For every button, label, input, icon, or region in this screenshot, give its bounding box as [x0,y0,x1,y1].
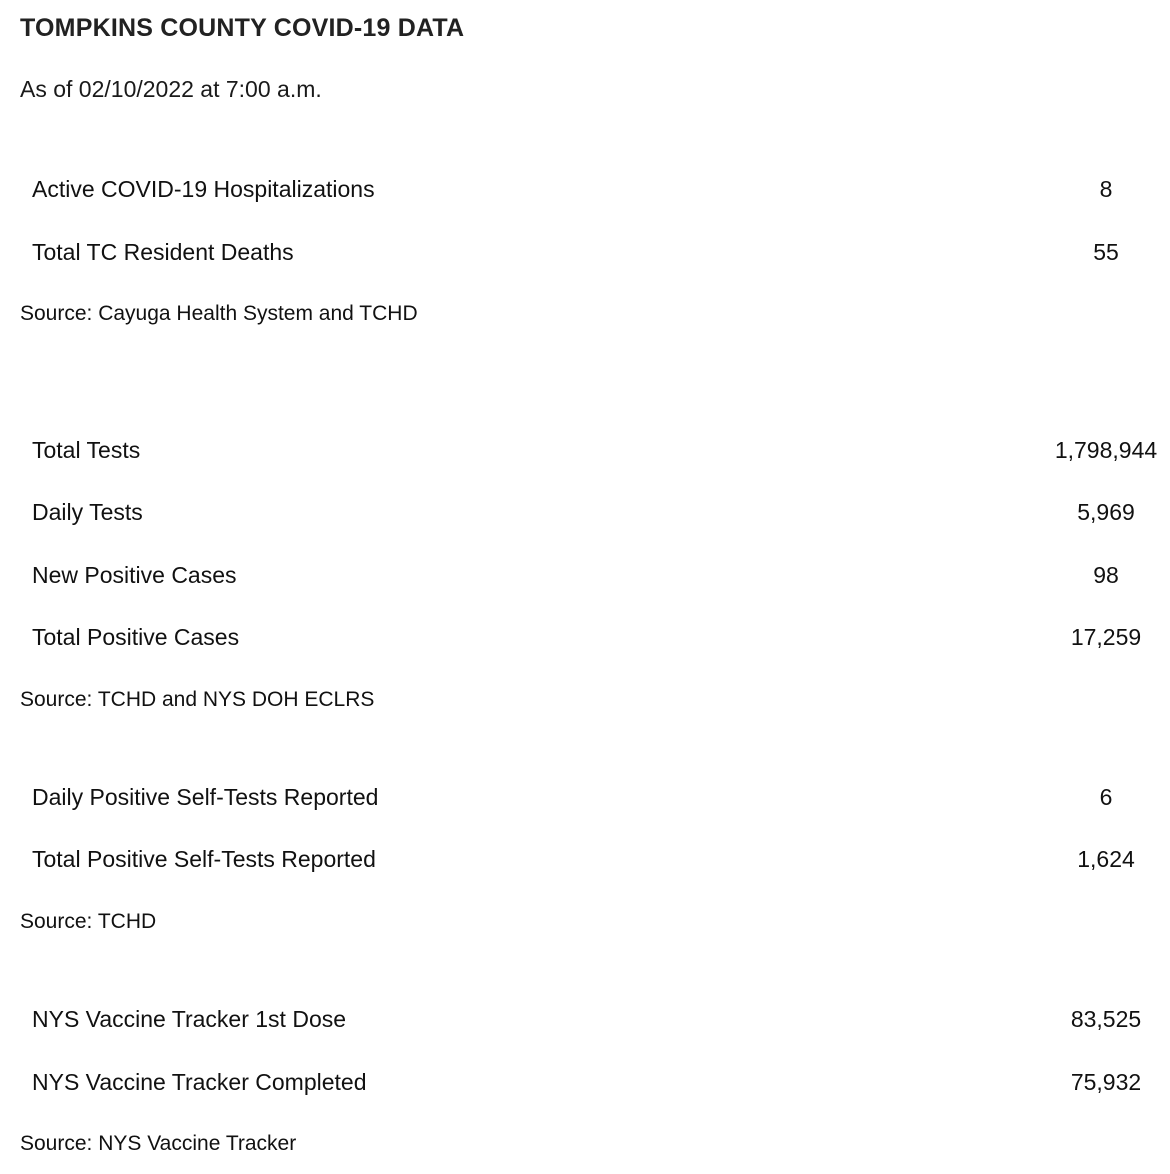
row-value: 17,259 [1070,624,1142,650]
source-note: Source: TCHD [20,910,157,933]
source-note: Source: NYS Vaccine Tracker [20,1132,297,1155]
row-label: Active COVID-19 Hospitalizations [32,176,375,202]
row-value: 55 [1093,239,1119,265]
row-value: 1,624 [1077,846,1135,872]
data-row-total-positive-cases [32,620,1162,654]
row-label: Total TC Resident Deaths [32,239,294,265]
row-value: 98 [1093,562,1119,588]
row-label: NYS Vaccine Tracker 1st Dose [32,1006,347,1032]
data-row-new-positive-cases [32,558,1162,592]
row-label: Total Positive Cases [32,624,240,650]
row-label: Daily Tests [32,499,143,525]
row-value: 6 [1099,784,1113,810]
data-row-total-tests [32,433,1162,467]
row-value: 5,969 [1077,499,1135,525]
row-label: Total Tests [32,437,141,463]
data-row-daily-self-tests [32,780,1162,814]
row-value: 1,798,944 [1054,437,1158,463]
row-label: Total Positive Self-Tests Reported [32,846,376,872]
data-row-vaccine-completed [32,1065,1162,1099]
row-label: New Positive Cases [32,562,237,588]
as-of-timestamp: As of 02/10/2022 at 7:00 a.m. [20,76,322,102]
row-value: 83,525 [1070,1006,1142,1032]
data-row-vaccine-first-dose [32,1002,1162,1036]
source-note: Source: Cayuga Health System and TCHD [20,302,418,325]
data-row-total-self-tests [32,842,1162,876]
row-label: Daily Positive Self-Tests Reported [32,784,379,810]
source-note: Source: TCHD and NYS DOH ECLRS [20,688,375,711]
page-title: TOMPKINS COUNTY COVID-19 DATA [20,14,465,42]
data-row-daily-tests [32,495,1162,529]
row-value: 75,932 [1070,1069,1142,1095]
row-label: NYS Vaccine Tracker Completed [32,1069,367,1095]
data-row-hospitalizations [32,172,1162,206]
data-row-deaths [32,235,1162,269]
row-value: 8 [1099,176,1113,202]
